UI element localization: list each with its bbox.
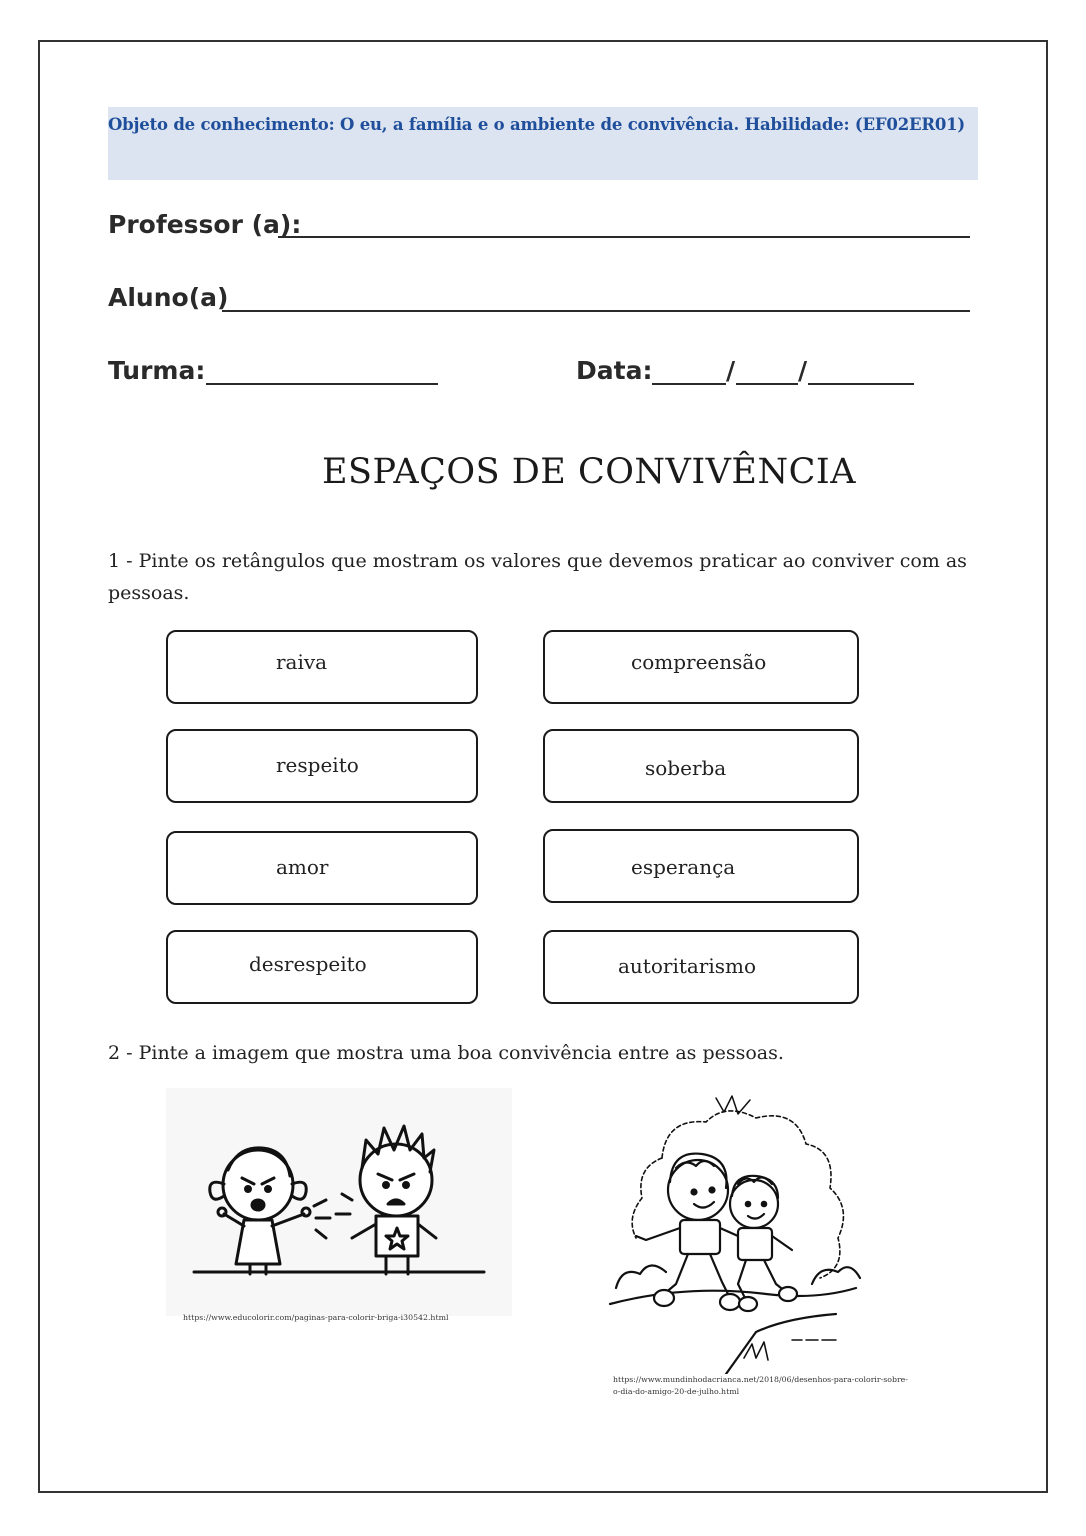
- data-label: Data:: [576, 356, 653, 385]
- friends-playing-image[interactable]: [606, 1088, 908, 1396]
- left-image-caption[interactable]: https://www.educolorir.com/paginas-para-colorir-briga-i30542.html: [183, 1313, 449, 1322]
- value-label: amor: [276, 855, 329, 879]
- turma-line[interactable]: [206, 383, 438, 385]
- value-box-respeito[interactable]: [166, 729, 478, 803]
- value-box-desrespeito[interactable]: [166, 930, 478, 1004]
- value-label: desrespeito: [249, 952, 367, 976]
- value-box-soberba[interactable]: [543, 729, 859, 803]
- professor-label: Professor (a):: [108, 210, 302, 239]
- value-label: respeito: [276, 753, 359, 777]
- value-label: compreensão: [631, 650, 767, 674]
- date-month-line[interactable]: [736, 383, 798, 385]
- value-label: raiva: [276, 650, 328, 674]
- children-playing-together-illustration-icon: [606, 1088, 866, 1374]
- page-title: ESPAÇOS DE CONVIVÊNCIA: [322, 452, 856, 492]
- question-1-text: 1 - Pinte os retângulos que mostram os valores que devemos praticar ao conviver com as pessoas.: [108, 550, 967, 604]
- value-label: soberba: [645, 756, 727, 780]
- value-box-esperanca[interactable]: [543, 829, 859, 903]
- value-label: esperança: [631, 855, 736, 879]
- date-day-line[interactable]: [652, 383, 726, 385]
- objective-text: Objeto de conhecimento: O eu, a família e o ambiente de convivência. Habilidade: (EF02ER01): [108, 115, 966, 134]
- date-slash-1: /: [726, 356, 736, 385]
- right-image-caption[interactable]: https://www.mundinhodacrianca.net/2018/06/desenhos-para-colorir-sobre-o-dia-do-amigo-20-de-julho.html: [613, 1375, 908, 1396]
- aluno-label: Aluno(a): [108, 283, 229, 312]
- value-box-raiva[interactable]: [166, 630, 478, 704]
- aluno-line[interactable]: [222, 310, 970, 312]
- arguing-children-image[interactable]: [166, 1088, 512, 1322]
- question-2-text: 2 - Pinte a imagem que mostra uma boa convivência entre as pessoas.: [108, 1042, 784, 1064]
- value-box-autoritarismo[interactable]: [543, 930, 859, 1004]
- value-box-compreensao[interactable]: [543, 630, 859, 704]
- date-year-line[interactable]: [808, 383, 914, 385]
- value-label: autoritarismo: [618, 954, 757, 978]
- professor-line[interactable]: [278, 236, 970, 238]
- turma-label: Turma:: [108, 356, 206, 385]
- objective-banner: [108, 107, 978, 180]
- date-slash-2: /: [798, 356, 808, 385]
- children-arguing-illustration-icon: [166, 1088, 512, 1316]
- value-box-amor[interactable]: [166, 831, 478, 905]
